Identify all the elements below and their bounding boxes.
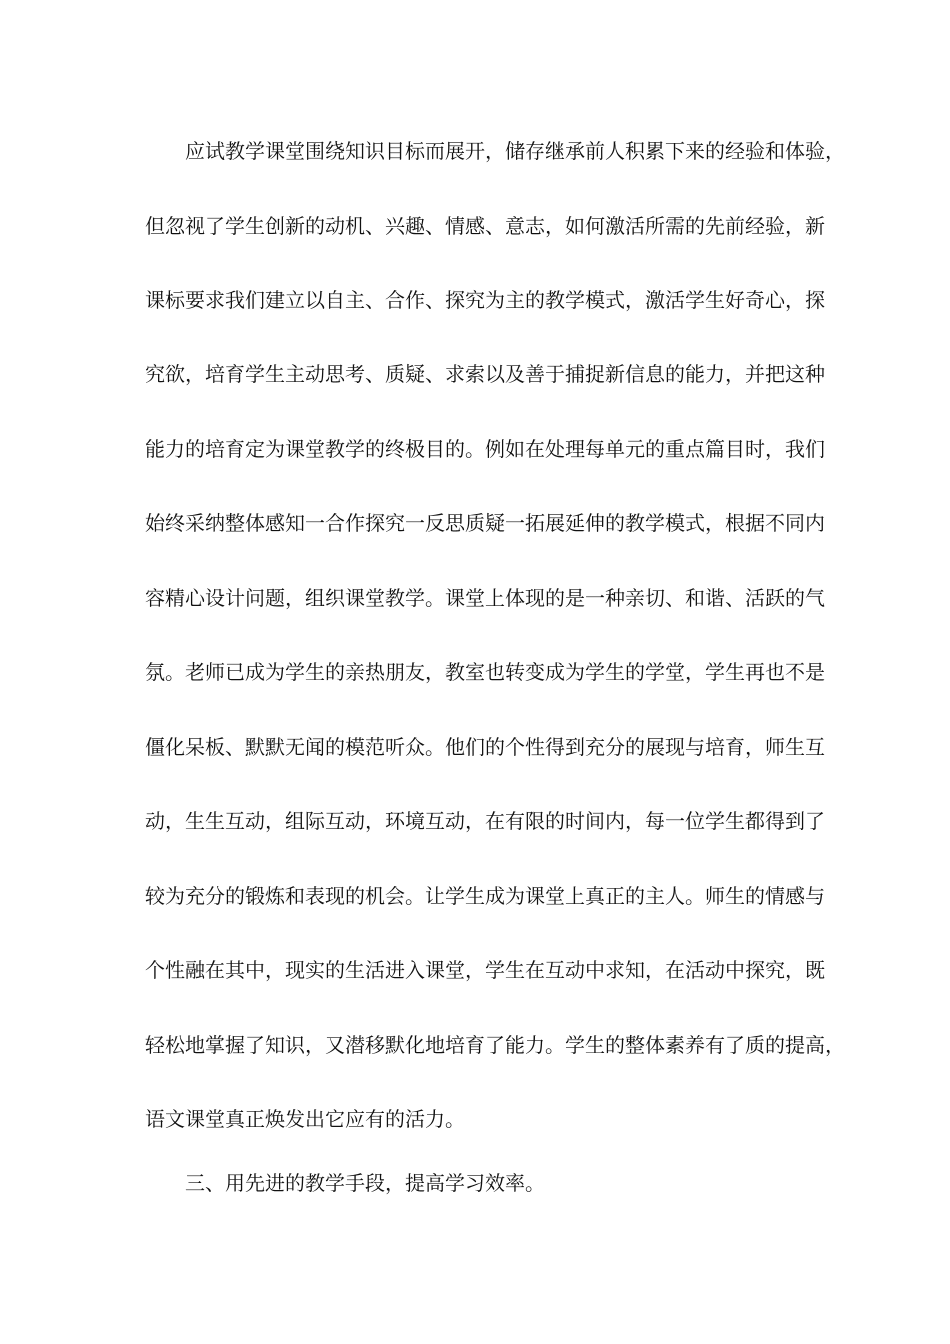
paragraph-line: 氛。老师已成为学生的亲热朋友，教室也转变成为学生的学堂，学生再也不是 — [145, 660, 825, 684]
paragraph-line: 轻松地掌握了知识，又潜移默化地培育了能力。学生的整体素养有了质的提高， — [145, 1033, 845, 1057]
paragraph-line: 容精心设计问题，组织课堂教学。课堂上体现的是一种亲切、和谐、活跃的气 — [145, 586, 825, 610]
paragraph-line: 僵化呆板、默默无闻的模范听众。他们的个性得到充分的展现与培育，师生互 — [145, 735, 825, 759]
paragraph-line: 较为充分的锻炼和表现的机会。让学生成为课堂上真正的主人。师生的情感与 — [145, 884, 825, 908]
paragraph-line: 能力的培育定为课堂教学的终极目的。例如在处理每单元的重点篇目时，我们 — [145, 437, 825, 461]
paragraph-line: 动，生生互动，组际互动，环境互动，在有限的时间内，每一位学生都得到了 — [145, 809, 825, 833]
paragraph-line: 但忽视了学生创新的动机、兴趣、情感、意志，如何激活所需的先前经验，新 — [145, 214, 825, 238]
paragraph-line: 个性融在其中，现实的生活进入课堂，学生在互动中求知，在活动中探究，既 — [145, 958, 825, 982]
paragraph-line: 课标要求我们建立以自主、合作、探究为主的教学模式，激活学生好奇心，探 — [145, 288, 825, 312]
paragraph-line: 语文课堂真正焕发出它应有的活力。 — [145, 1107, 465, 1131]
section-heading: 三、用先进的教学手段，提高学习效率。 — [185, 1171, 545, 1195]
paragraph-line: 始终采纳整体感知一合作探究一反思质疑一拓展延伸的教学模式，根据不同内 — [145, 511, 825, 535]
paragraph-line: 究欲，培育学生主动思考、质疑、求索以及善于捕捉新信息的能力，并把这种 — [145, 362, 825, 386]
paragraph-line: 应试教学课堂围绕知识目标而展开，储存继承前人积累下来的经验和体验， — [185, 139, 845, 163]
